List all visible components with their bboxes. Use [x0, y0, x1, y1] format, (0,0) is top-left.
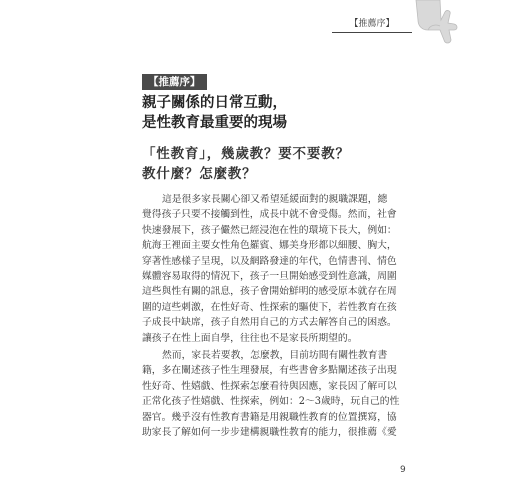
hand-illustration-icon [410, 0, 462, 50]
text-line: 器官。幾乎沒有性教育書籍是用親職性教育的位置撰寫，協 [142, 411, 397, 423]
text-line: 媒體容易取得的情況下，孩子一旦開始感受到性意識，周圍 [142, 271, 397, 283]
text-line: 性好奇、性嬉戲、性探索怎麼看待與因應，家長因了解可以 [142, 380, 397, 392]
text-line: 然而，家長若要教，怎麼教，目前坊間有關性教育書 [162, 350, 388, 362]
body-text [142, 192, 426, 443]
chapter-title-line: 是性教育最重要的現場 [142, 115, 287, 131]
text-line: 正常化孩子性嬉戲、性探索，例如：2～3歲時，玩自己的性 [142, 396, 400, 408]
text-line: 這是很多家長關心卻又希望延緩面對的親職課題，總 [162, 194, 388, 205]
text-line: 助家長了解如何一步步建構親職性教育的能力，很推薦《愛 [142, 427, 397, 439]
chapter-title [142, 93, 287, 133]
running-header: 【推薦序】 [332, 16, 412, 33]
subtitle-line: 教什麼？怎麼教？ [142, 166, 257, 182]
subtitle-line: 「性教育」，幾歲教？要不要教？ [142, 146, 350, 162]
text-line: 覺得孩子只要不接觸到性，成長中就不會受傷。然而，社會 [142, 209, 397, 221]
page-number: 9 [400, 465, 406, 475]
chapter-subtitle [142, 144, 350, 184]
text-line: 穿著性感樣子呈現，以及網路發達的年代，色情書刊、情色 [142, 255, 397, 267]
text-line: 圍的這些刺激，在性好奇、性探索的驅使下，若性教育在孩 [142, 301, 397, 313]
text-line: 這些與性有關的訊息，孩子會開始鮮明的感受原本就存在周 [142, 286, 397, 298]
section-tag: 【推薦序】 [142, 74, 207, 90]
paragraph [142, 348, 426, 440]
text-line: 航海王裡面主要女性角色羅賓、娜美身形都以細腰、胸大， [142, 240, 397, 252]
text-line: 讓孩子在性上面自學，往往也不是家長所期望的。 [142, 332, 358, 344]
text-line: 子成長中缺席，孩子自然用自己的方式去解答自己的困惑。 [142, 317, 397, 329]
text-line: 快速發展下，孩子儼然已經浸泡在性的環境下長大，例如： [142, 224, 397, 236]
chapter-title-line: 親子關係的日常互動， [142, 95, 287, 111]
paragraph [142, 192, 426, 346]
text-line: 籍，多在闡述孩子性生理發展，有些書會多點闡述孩子出現 [142, 365, 397, 377]
